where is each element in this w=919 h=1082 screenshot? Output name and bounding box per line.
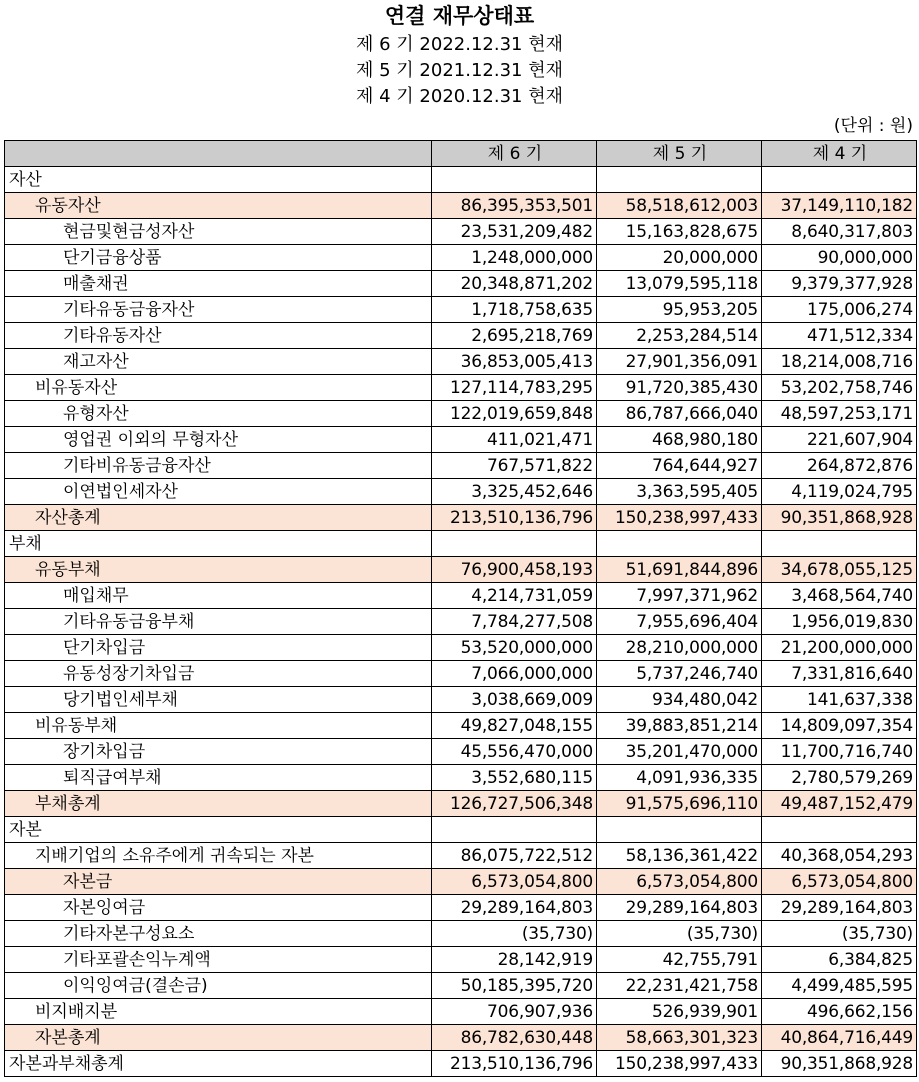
table-row — [5, 765, 917, 791]
amount-cell — [597, 531, 762, 557]
table-row — [5, 531, 917, 557]
statement-title: 연결 재무상태표 — [384, 4, 535, 28]
amount-cell: 4,499,485,595 — [762, 973, 917, 999]
amount-cell: 3,468,564,740 — [762, 583, 917, 609]
period-line-5: 제 5 기 2021.12.31 현재 — [356, 60, 563, 81]
amount-cell — [762, 167, 917, 193]
table-row — [5, 817, 917, 843]
amount-cell: 28,142,919 — [432, 947, 597, 973]
amount-cell: 127,114,783,295 — [432, 375, 597, 401]
amount-cell: 91,720,385,430 — [597, 375, 762, 401]
account-label: 장기차입금 — [5, 739, 432, 765]
account-label: 기타포괄손익누계액 — [5, 947, 432, 973]
amount-cell: 6,573,054,800 — [597, 869, 762, 895]
table-row — [5, 193, 917, 219]
table-row — [5, 297, 917, 323]
amount-cell: 6,573,054,800 — [432, 869, 597, 895]
amount-cell: 8,640,317,803 — [762, 219, 917, 245]
table-row — [5, 739, 917, 765]
account-label: 유형자산 — [5, 401, 432, 427]
period-line-4: 제 4 기 2020.12.31 현재 — [356, 86, 563, 107]
table-row — [5, 375, 917, 401]
account-label: 자본잉여금 — [5, 895, 432, 921]
amount-cell: 706,907,936 — [432, 999, 597, 1025]
amount-cell: 1,248,000,000 — [432, 245, 597, 271]
table-row — [5, 167, 917, 193]
table-row — [5, 661, 917, 687]
amount-cell: 3,363,595,405 — [597, 479, 762, 505]
account-label: 당기법인세부채 — [5, 687, 432, 713]
table-row — [5, 401, 917, 427]
amount-cell: 90,351,868,928 — [762, 1051, 917, 1077]
amount-cell: 39,883,851,214 — [597, 713, 762, 739]
table-row — [5, 635, 917, 661]
amount-cell: 4,119,024,795 — [762, 479, 917, 505]
account-label: 퇴직급여부채 — [5, 765, 432, 791]
unit-label: (단위 : 원) — [833, 116, 913, 136]
table-row — [5, 219, 917, 245]
amount-cell: 28,210,000,000 — [597, 635, 762, 661]
account-label: 비유동부채 — [5, 713, 432, 739]
account-label: 재고자산 — [5, 349, 432, 375]
amount-cell: 86,395,353,501 — [432, 193, 597, 219]
amount-cell: 264,872,876 — [762, 453, 917, 479]
amount-cell: 95,953,205 — [597, 297, 762, 323]
amount-cell: 14,809,097,354 — [762, 713, 917, 739]
amount-cell: 7,066,000,000 — [432, 661, 597, 687]
account-label: 자산 — [5, 167, 432, 193]
table-row — [5, 843, 917, 869]
amount-cell — [762, 817, 917, 843]
table-row — [5, 557, 917, 583]
table-row — [5, 349, 917, 375]
amount-cell: 20,000,000 — [597, 245, 762, 271]
table-body — [5, 167, 917, 1077]
amount-cell: 141,637,338 — [762, 687, 917, 713]
amount-cell: 21,200,000,000 — [762, 635, 917, 661]
amount-cell: 6,573,054,800 — [762, 869, 917, 895]
amount-cell: 29,289,164,803 — [432, 895, 597, 921]
amount-cell: 4,091,936,335 — [597, 765, 762, 791]
amount-cell: 122,019,659,848 — [432, 401, 597, 427]
header-row — [5, 141, 917, 167]
amount-cell: 23,531,209,482 — [432, 219, 597, 245]
amount-cell: 2,695,218,769 — [432, 323, 597, 349]
table-row — [5, 999, 917, 1025]
account-label: 비지배지분 — [5, 999, 432, 1025]
account-label: 부채 — [5, 531, 432, 557]
amount-cell: (35,730) — [432, 921, 597, 947]
header-period-6: 제 6 기 — [432, 141, 597, 167]
amount-cell — [432, 531, 597, 557]
amount-cell: 3,038,669,009 — [432, 687, 597, 713]
period-line-6: 제 6 기 2022.12.31 현재 — [356, 34, 563, 55]
amount-cell — [432, 817, 597, 843]
amount-cell: 86,782,630,448 — [432, 1025, 597, 1051]
table-row — [5, 973, 917, 999]
account-label: 부채총계 — [5, 791, 432, 817]
amount-cell: 58,518,612,003 — [597, 193, 762, 219]
table-row — [5, 1025, 917, 1051]
amount-cell: 213,510,136,796 — [432, 505, 597, 531]
amount-cell: 9,379,377,928 — [762, 271, 917, 297]
amount-cell: 27,901,356,091 — [597, 349, 762, 375]
account-label: 자본 — [5, 817, 432, 843]
account-label: 기타비유동금융자산 — [5, 453, 432, 479]
table-row — [5, 245, 917, 271]
account-label: 매출채권 — [5, 271, 432, 297]
account-label: 유동자산 — [5, 193, 432, 219]
amount-cell: 40,368,054,293 — [762, 843, 917, 869]
amount-cell: 764,644,927 — [597, 453, 762, 479]
amount-cell: 49,827,048,155 — [432, 713, 597, 739]
account-label: 현금및현금성자산 — [5, 219, 432, 245]
amount-cell: 126,727,506,348 — [432, 791, 597, 817]
amount-cell: (35,730) — [597, 921, 762, 947]
account-label: 기타유동자산 — [5, 323, 432, 349]
account-label: 자본과부채총계 — [5, 1051, 432, 1077]
account-label: 자산총계 — [5, 505, 432, 531]
amount-cell: 3,325,452,646 — [432, 479, 597, 505]
amount-cell: 496,662,156 — [762, 999, 917, 1025]
amount-cell: 150,238,997,433 — [597, 1051, 762, 1077]
amount-cell: 35,201,470,000 — [597, 739, 762, 765]
amount-cell: 7,955,696,404 — [597, 609, 762, 635]
amount-cell — [432, 167, 597, 193]
amount-cell: 58,136,361,422 — [597, 843, 762, 869]
amount-cell: 471,512,334 — [762, 323, 917, 349]
amount-cell: 86,075,722,512 — [432, 843, 597, 869]
account-label: 지배기업의 소유주에게 귀속되는 자본 — [5, 843, 432, 869]
amount-cell: 3,552,680,115 — [432, 765, 597, 791]
amount-cell: 15,163,828,675 — [597, 219, 762, 245]
amount-cell: 175,006,274 — [762, 297, 917, 323]
amount-cell: 90,000,000 — [762, 245, 917, 271]
amount-cell: 411,021,471 — [432, 427, 597, 453]
amount-cell: 40,864,716,449 — [762, 1025, 917, 1051]
header-account — [5, 141, 432, 167]
table-row — [5, 583, 917, 609]
account-label: 단기차입금 — [5, 635, 432, 661]
amount-cell: 49,487,152,479 — [762, 791, 917, 817]
amount-cell: 2,253,284,514 — [597, 323, 762, 349]
account-label: 기타유동금융자산 — [5, 297, 432, 323]
amount-cell: 48,597,253,171 — [762, 401, 917, 427]
amount-cell: 7,331,816,640 — [762, 661, 917, 687]
amount-cell: 20,348,871,202 — [432, 271, 597, 297]
amount-cell: 150,238,997,433 — [597, 505, 762, 531]
account-label: 비유동자산 — [5, 375, 432, 401]
amount-cell — [597, 817, 762, 843]
table-row — [5, 1051, 917, 1077]
account-label: 이연법인세자산 — [5, 479, 432, 505]
amount-cell: 11,700,716,740 — [762, 739, 917, 765]
amount-cell: 53,520,000,000 — [432, 635, 597, 661]
balance-sheet-table — [4, 140, 917, 1077]
amount-cell: 7,997,371,962 — [597, 583, 762, 609]
account-label: 유동부채 — [5, 557, 432, 583]
amount-cell: 13,079,595,118 — [597, 271, 762, 297]
amount-cell — [597, 167, 762, 193]
account-label: 단기금융상품 — [5, 245, 432, 271]
table-row — [5, 869, 917, 895]
amount-cell: (35,730) — [762, 921, 917, 947]
amount-cell: 1,956,019,830 — [762, 609, 917, 635]
amount-cell: 934,480,042 — [597, 687, 762, 713]
table-row — [5, 479, 917, 505]
amount-cell: 4,214,731,059 — [432, 583, 597, 609]
account-label: 매입채무 — [5, 583, 432, 609]
header-period-4: 제 4 기 — [762, 141, 917, 167]
amount-cell: 7,784,277,508 — [432, 609, 597, 635]
account-label: 자본총계 — [5, 1025, 432, 1051]
table-row — [5, 895, 917, 921]
amount-cell: 767,571,822 — [432, 453, 597, 479]
amount-cell: 6,384,825 — [762, 947, 917, 973]
header-period-5: 제 5 기 — [597, 141, 762, 167]
amount-cell: 91,575,696,110 — [597, 791, 762, 817]
account-label: 이익잉여금(결손금) — [5, 973, 432, 999]
amount-cell: 29,289,164,803 — [762, 895, 917, 921]
amount-cell: 213,510,136,796 — [432, 1051, 597, 1077]
amount-cell: 58,663,301,323 — [597, 1025, 762, 1051]
amount-cell: 51,691,844,896 — [597, 557, 762, 583]
amount-cell: 37,149,110,182 — [762, 193, 917, 219]
account-label: 자본금 — [5, 869, 432, 895]
amount-cell: 221,607,904 — [762, 427, 917, 453]
table-row — [5, 609, 917, 635]
amount-cell: 86,787,666,040 — [597, 401, 762, 427]
amount-cell: 5,737,246,740 — [597, 661, 762, 687]
amount-cell: 22,231,421,758 — [597, 973, 762, 999]
amount-cell: 36,853,005,413 — [432, 349, 597, 375]
amount-cell — [762, 531, 917, 557]
table-row — [5, 271, 917, 297]
account-label: 영업권 이외의 무형자산 — [5, 427, 432, 453]
amount-cell: 90,351,868,928 — [762, 505, 917, 531]
amount-cell: 29,289,164,803 — [597, 895, 762, 921]
amount-cell: 45,556,470,000 — [432, 739, 597, 765]
table-row — [5, 947, 917, 973]
amount-cell: 50,185,395,720 — [432, 973, 597, 999]
amount-cell: 18,214,008,716 — [762, 349, 917, 375]
amount-cell: 42,755,791 — [597, 947, 762, 973]
table-row — [5, 791, 917, 817]
table-row — [5, 713, 917, 739]
table-row — [5, 323, 917, 349]
amount-cell: 2,780,579,269 — [762, 765, 917, 791]
account-label: 기타자본구성요소 — [5, 921, 432, 947]
table-row — [5, 453, 917, 479]
amount-cell: 34,678,055,125 — [762, 557, 917, 583]
table-row — [5, 427, 917, 453]
amount-cell: 526,939,901 — [597, 999, 762, 1025]
amount-cell: 468,980,180 — [597, 427, 762, 453]
account-label: 기타유동금융부채 — [5, 609, 432, 635]
table-row — [5, 687, 917, 713]
amount-cell: 76,900,458,193 — [432, 557, 597, 583]
table-row — [5, 921, 917, 947]
table-row — [5, 505, 917, 531]
amount-cell: 53,202,758,746 — [762, 375, 917, 401]
account-label: 유동성장기차입금 — [5, 661, 432, 687]
amount-cell: 1,718,758,635 — [432, 297, 597, 323]
